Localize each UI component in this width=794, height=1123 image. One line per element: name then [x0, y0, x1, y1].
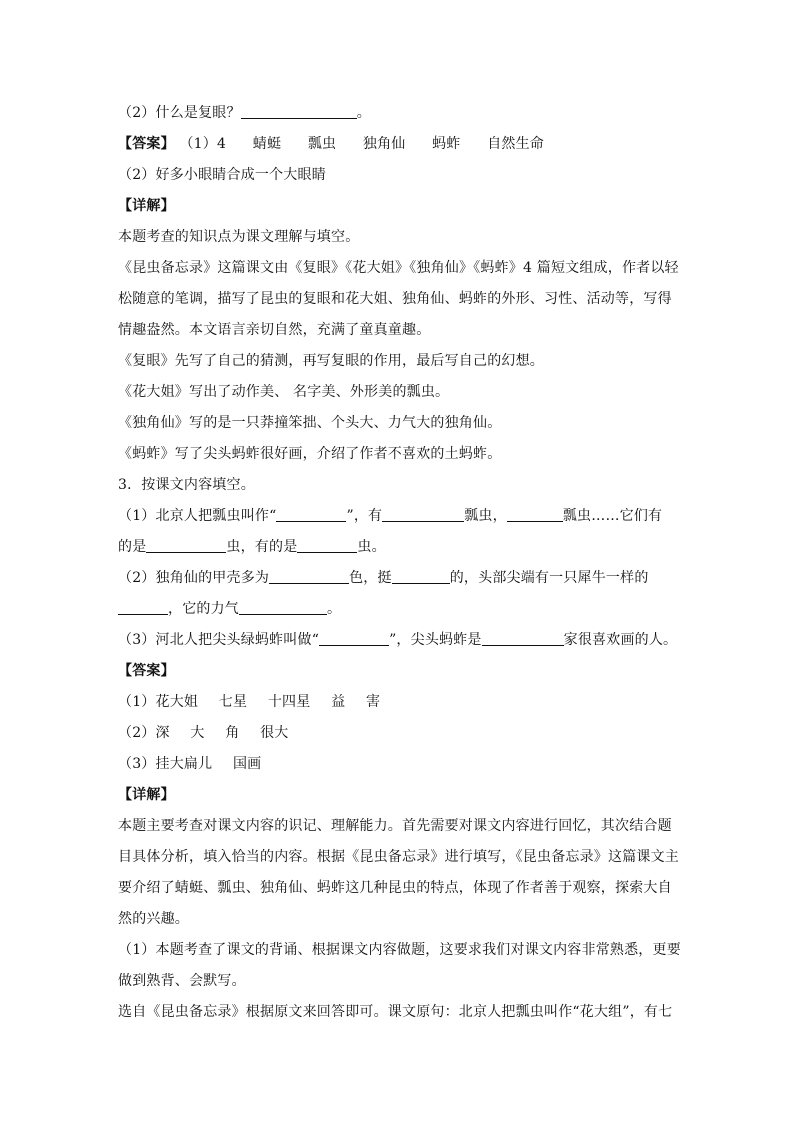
answer-label: 【答案】 — [118, 663, 175, 679]
answer-text: 角 — [225, 725, 240, 741]
paragraph-line: 《昆虫备忘录》这篇课文由《复眼》《花大姐》《独角仙》《蚂蚱》4 篇短文组成，作者以轻 — [118, 260, 679, 276]
answer-text: 七星 — [218, 694, 248, 710]
paragraph-line: 本题主要考查对课文内容的识记、理解能力。首先需要对课文内容进行回忆，其次结合题 — [118, 818, 672, 834]
answer-text: 大 — [190, 725, 205, 741]
question-text: 虫，有的是 — [226, 539, 298, 555]
answer-line — [118, 718, 678, 749]
question-text: （2）什么是复眼？ — [118, 105, 241, 121]
paragraph-line: 《蚂蚱》写了尖头蚂蚱很好画，介绍了作者不喜欢的土蚂蚱。 — [118, 446, 502, 462]
answer-text: 蚂蚱 — [432, 136, 461, 152]
answer-blank — [118, 600, 168, 615]
paragraph-line: 目具体分析，填入恰当的内容。根据《昆虫备忘录》进行填写，《昆虫备忘录》这篇课文主 — [118, 849, 679, 865]
question-text: （3）河北人把尖头绿蚂蚱叫做“ — [118, 632, 320, 648]
answer-blank — [382, 507, 464, 522]
answer-text: （2）深 — [118, 725, 170, 741]
answer-text: 十四星 — [267, 694, 311, 710]
question-3-2-line — [118, 563, 678, 594]
answer-text: （3）挂大扁儿 — [118, 756, 213, 772]
answer-blank — [297, 538, 357, 553]
paragraph-line: 本题考查的知识点为课文理解与填空。 — [118, 229, 360, 245]
question-text: 。 — [356, 105, 371, 121]
answer-text: 益 — [331, 694, 346, 710]
answer-text: 国画 — [232, 756, 262, 772]
answer-text: 蜻蜓 — [252, 136, 282, 152]
question-2-line — [118, 98, 678, 129]
answer-blank — [482, 631, 564, 646]
answer-blank — [269, 569, 349, 584]
question-text: （2）独角仙的甲壳多为 — [118, 570, 270, 586]
paragraph-line: 情趣盎然。本文语言亲切自然，充满了童真童趣。 — [118, 322, 431, 338]
answer-text: 自然生命 — [487, 136, 545, 152]
question-text: 的是 — [118, 539, 147, 555]
question-text: 。 — [327, 601, 342, 617]
paragraph-line: 然的兴趣。 — [118, 911, 189, 927]
question-text: ，它的力气 — [168, 601, 239, 617]
paragraph-line: 选自《昆虫备忘录》根据原文来回答即可。课文原句：北京人把瓢虫叫作“花大组”，有七 — [118, 1004, 673, 1020]
answer-text: （1）4 — [179, 136, 227, 152]
document-page — [118, 98, 681, 1028]
answer-text: 独角仙 — [362, 136, 406, 152]
answer-text: 瓢虫 — [307, 136, 337, 152]
question-text: 家很喜欢画的人。 — [563, 632, 678, 648]
answer-line — [118, 749, 678, 780]
question-text: 瓢虫……它们有 — [562, 508, 663, 524]
answer-line — [118, 129, 678, 160]
question-text: （1）北京人把瓢虫叫作“ — [118, 508, 277, 524]
question-3-1-line — [118, 501, 678, 532]
paragraph-line: 《花大姐》写出了动作美、 名字美、外形美的瓢虫。 — [118, 384, 450, 400]
paragraph-line: 要介绍了蜻蜓、瓢虫、独角仙、蚂蚱这几种昆虫的特点，体现了作者善于观察，探索大自 — [118, 880, 672, 896]
answer-blank — [241, 104, 357, 119]
paragraph-line: 松随意的笔调，描写了昆虫的复眼和花大姐、独角仙、蚂蚱的外形、习性、活动等，写得 — [118, 291, 672, 307]
answer-blank — [146, 538, 226, 553]
question-3-title: 3．按课文内容填空。 — [118, 477, 255, 493]
answer-blank — [319, 631, 389, 646]
question-text: 瓢虫， — [464, 508, 507, 524]
answer-label: 【答案】 — [118, 136, 175, 152]
answer-text: （1）花大姐 — [118, 694, 199, 710]
answer-blank — [239, 600, 327, 615]
answer-line — [118, 687, 678, 718]
question-3-1-line — [118, 532, 678, 563]
question-text: 色，挺 — [349, 570, 392, 586]
answer-blank — [276, 507, 346, 522]
detail-label: 【详解】 — [118, 198, 175, 214]
question-text: 虫。 — [357, 539, 386, 555]
question-text: ”，有 — [346, 508, 383, 524]
answer-text: 害 — [365, 694, 381, 710]
answer-blank — [507, 507, 563, 522]
question-text: 的，头部尖端有一只犀牛一样的 — [449, 570, 649, 586]
question-3-2-line — [118, 594, 678, 625]
question-text: ”，尖头蚂蚱是 — [389, 632, 482, 648]
paragraph-line: （1）本题考查了课文的背诵、根据课文内容做题，这要求我们对课文内容非常熟悉，更要 — [118, 942, 681, 958]
paragraph-line: 做到熟背、会默写。 — [118, 973, 246, 989]
answer-blank — [392, 569, 450, 584]
answer-line: （2）好多小眼睛合成一个大眼睛 — [118, 167, 326, 183]
detail-label: 【详解】 — [118, 787, 175, 803]
paragraph-line: 《独角仙》写的是一只莽撞笨拙、个头大、力气大的独角仙。 — [118, 415, 502, 431]
paragraph-line: 《复眼》先写了自己的猜测，再写复眼的作用，最后写自己的幻想。 — [118, 353, 544, 369]
answer-text: 很大 — [260, 725, 289, 741]
question-3-3-line — [118, 625, 678, 656]
